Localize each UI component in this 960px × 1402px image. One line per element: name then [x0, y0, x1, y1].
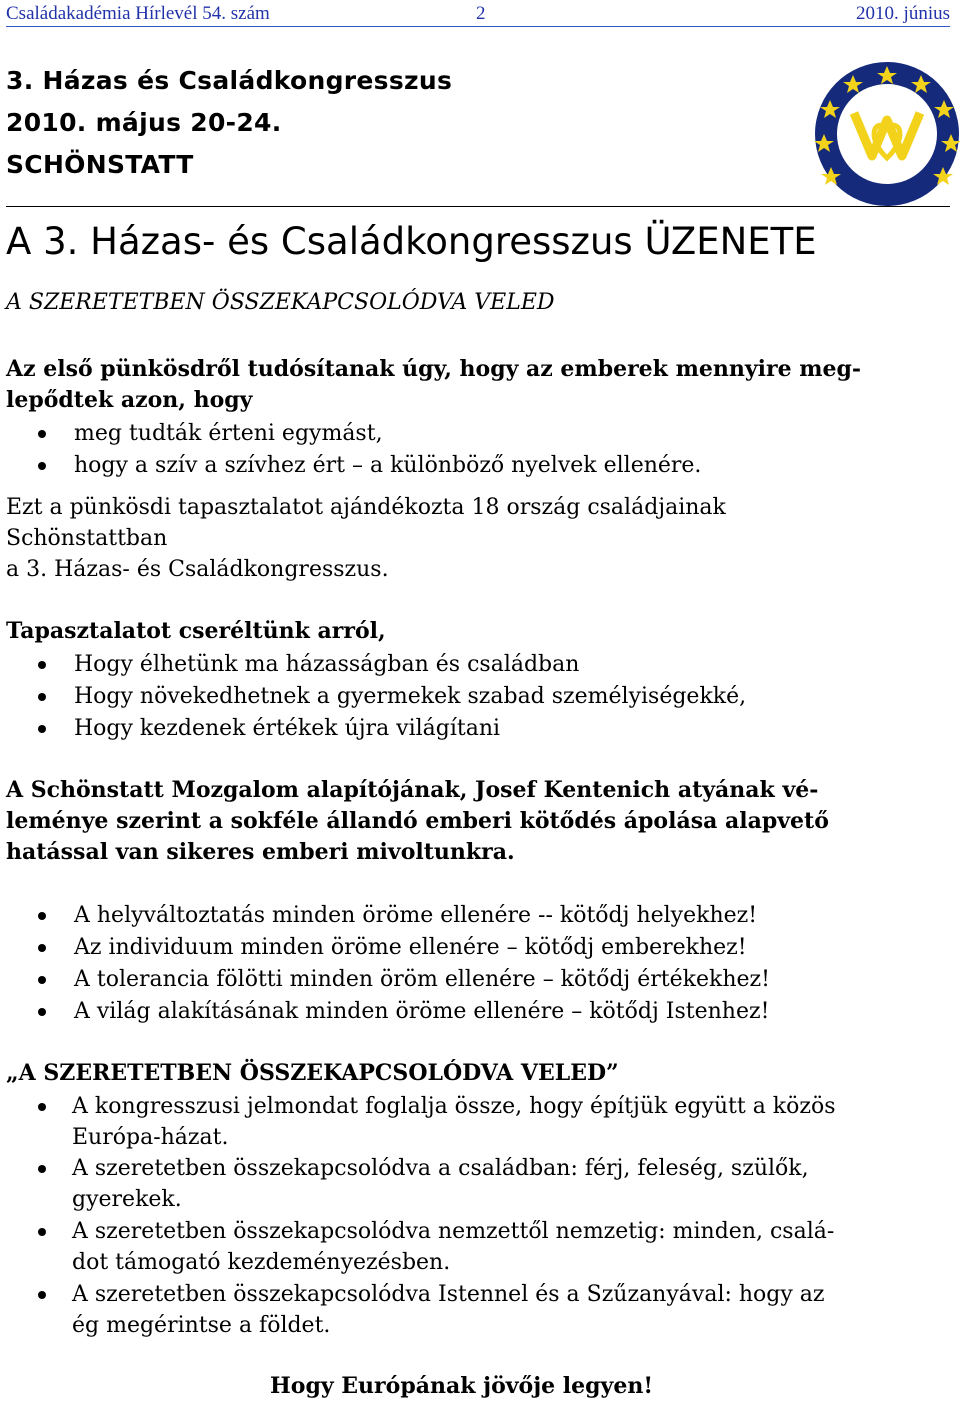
page-subtitle: A SZERETETBEN ÖSSZEKAPCSOLÓDVA VELED	[6, 290, 555, 315]
bond-item: A világ alakításának minden öröme ellenére – kötődj Istenhez!	[74, 999, 770, 1024]
intro-bullet: hogy a szív a szívhez ért – a különböző nyelvek ellenére.	[74, 453, 702, 478]
exchange-heading: Tapasztalatot cseréltünk arról,	[6, 618, 386, 644]
intro-line-1: Az első pünkösdről tudósítanak úgy, hogy az emberek mennyire meg-	[6, 356, 862, 382]
bullet-icon	[38, 462, 46, 470]
bullet-icon	[38, 1291, 46, 1299]
bullet-icon	[38, 1228, 46, 1236]
bond-item: A helyváltoztatás minden öröme ellenére -- kötődj helyekhez!	[74, 903, 758, 928]
issue-date: 2010. június	[856, 3, 950, 24]
congress-logo	[814, 58, 960, 208]
exchange-bullet: Hogy növekedhetnek a gyermekek szabad személyiségekké,	[74, 684, 747, 709]
bullet-icon	[38, 661, 46, 669]
motto-item-line: gyerekek.	[72, 1187, 182, 1212]
bullet-icon	[38, 976, 46, 984]
bullet-icon	[38, 430, 46, 438]
motto-item-line: dot támogató kezdeményezésben.	[72, 1250, 451, 1275]
page-number: 2	[476, 3, 486, 24]
bullet-icon	[38, 912, 46, 920]
motto-item-line: A szeretetben összekapcsolódva a családban: férj, feleség, szülők,	[72, 1156, 809, 1181]
motto-item-line: ég megérintse a földet.	[72, 1313, 331, 1338]
para2-line-2: Schönstattban	[6, 526, 168, 551]
motto-item-line: A szeretetben összekapcsolódva nemzettől nemzetig: minden, csalá-	[72, 1219, 835, 1244]
page-header	[6, 0, 950, 27]
exchange-bullet: Hogy élhetünk ma házasságban és családban	[74, 652, 580, 677]
event-date: 2010. május 20-24.	[6, 108, 282, 137]
para2-line-1: Ezt a pünkösdi tapasztalatot ajándékozta 18 ország családjainak	[6, 495, 726, 520]
intro-line-2: lepődtek azon, hogy	[6, 387, 253, 413]
closing-line: Hogy Európának jövője legyen!	[270, 1373, 653, 1399]
header-divider	[6, 206, 950, 207]
founder-line-2: leménye szerint a sokféle állandó emberi kötődés ápolása alapvető	[6, 808, 829, 834]
bond-item: Az individuum minden öröme ellenére – kötődj emberekhez!	[74, 935, 747, 960]
page-title: A 3. Házas- és Családkongresszus ÜZENETE	[6, 220, 817, 263]
event-place: SCHÖNSTATT	[6, 150, 194, 179]
bullet-icon	[38, 1165, 46, 1173]
bond-item: A tolerancia fölötti minden öröm ellenére – kötődj értékekhez!	[74, 967, 770, 992]
motto-item-line: A szeretetben összekapcsolódva Istennel és a Szűzanyával: hogy az	[72, 1282, 825, 1307]
bullet-icon	[38, 1008, 46, 1016]
para2-line-3: a 3. Házas- és Családkongresszus.	[6, 557, 389, 582]
motto-item-line: A kongresszusi jelmondat foglalja össze, hogy építjük együtt a közös	[72, 1094, 836, 1119]
motto-heading: „A SZERETETBEN ÖSSZEKAPCSOLÓDVA VELED”	[6, 1060, 619, 1086]
newsletter-title: Családakadémia Hírlevél 54. szám	[6, 3, 270, 24]
bullet-icon	[38, 944, 46, 952]
motto-item-line: Európa-házat.	[72, 1125, 229, 1150]
founder-line-1: A Schönstatt Mozgalom alapítójának, Josef Kentenich atyának vé-	[6, 777, 819, 803]
bullet-icon	[38, 1103, 46, 1111]
bullet-icon	[38, 693, 46, 701]
event-name: 3. Házas és Családkongresszus	[6, 66, 453, 95]
bullet-icon	[38, 725, 46, 733]
exchange-bullet: Hogy kezdenek értékek újra világítani	[74, 716, 501, 741]
intro-bullet: meg tudták érteni egymást,	[74, 421, 383, 446]
founder-line-3: hatással van sikeres emberi mivoltunkra.	[6, 839, 515, 865]
